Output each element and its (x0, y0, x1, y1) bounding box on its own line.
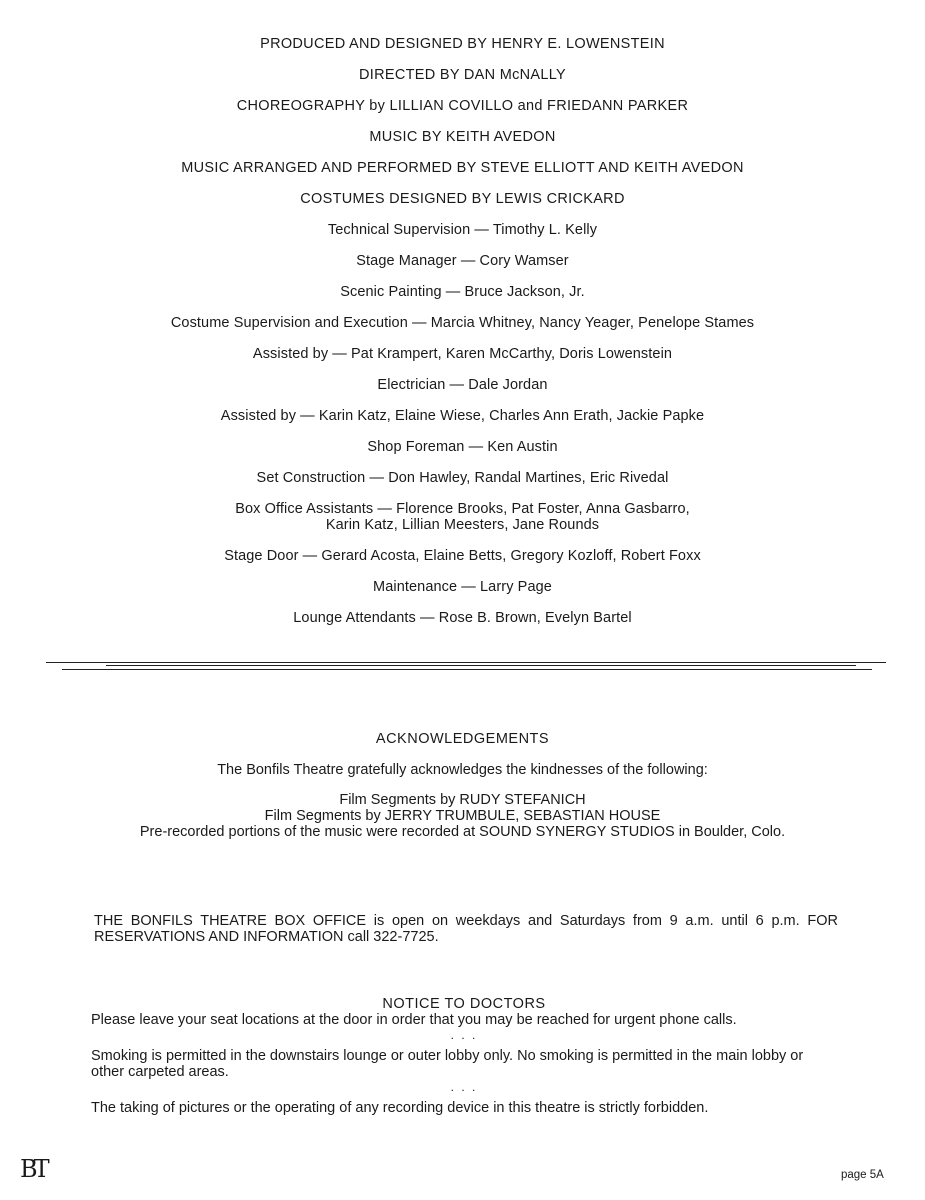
page-number: page 5A (841, 1169, 884, 1181)
credit-electrician: Electrician — Dale Jordan (377, 377, 548, 393)
acknowledgements-section (0, 731, 925, 840)
credit-stage-door: Stage Door — Gerard Acosta, Elaine Betts, Gregory Kozloff, Robert Foxx (224, 548, 701, 564)
decorative-divider (46, 660, 886, 674)
acknowledgements-list (0, 792, 925, 840)
notices-section (91, 996, 837, 1116)
credit-costumes: COSTUMES DESIGNED BY LEWIS CRICKARD (300, 191, 625, 207)
credit-choreography: CHOREOGRAPHY by LILLIAN COVILLO and FRIEDANN PARKER (236, 98, 689, 114)
credit-box-office-line-1: Box Office Assistants — Florence Brooks, Pat Foster, Anna Gasbarro, (235, 501, 690, 517)
credit-lounge-attendants: Lounge Attendants — Rose B. Brown, Evelyn Bartel (293, 610, 632, 626)
credit-maintenance: Maintenance — Larry Page (373, 579, 552, 595)
credit-technical-supervision: Technical Supervision — Timothy L. Kelly (327, 222, 598, 238)
acknowledgements-intro: The Bonfils Theatre gratefully acknowledges the kindnesses of the following: (217, 762, 708, 778)
bt-logo: BT (20, 1155, 46, 1183)
notice-pictures-text: The taking of pictures or the operating of any recording device in this theatre is strictly forbidden. (91, 1100, 709, 1116)
credit-set-construction: Set Construction — Don Hawley, Randal Martines, Eric Rivedal (256, 470, 669, 486)
notice-doctors-text: Please leave your seat locations at the door in order that you may be reached for urgent phone calls. (91, 1012, 737, 1028)
credit-stage-manager: Stage Manager — Cory Wamser (356, 253, 569, 269)
credit-electrician-assistants: Assisted by — Karin Katz, Elaine Wiese, Charles Ann Erath, Jackie Papke (220, 408, 705, 424)
credit-director: DIRECTED BY DAN McNALLY (359, 67, 566, 83)
divider-line-middle (106, 665, 856, 666)
credit-music-arranged: MUSIC ARRANGED AND PERFORMED BY STEVE ELLIOTT AND KEITH AVEDON (181, 160, 744, 176)
separator-dots: . . . (450, 1028, 478, 1042)
separator-dots: . . . (450, 1080, 478, 1094)
credit-box-office-line-2: Karin Katz, Lillian Meesters, Jane Rounds (325, 517, 600, 533)
notice-to-doctors-heading: NOTICE TO DOCTORS (382, 996, 546, 1012)
credit-costume-supervision: Costume Supervision and Execution — Marcia Whitney, Nancy Yeager, Penelope Stames (170, 315, 755, 331)
credit-box-office-assistants (0, 501, 925, 533)
box-office-info: THE BONFILS THEATRE BOX OFFICE is open on weekdays and Saturdays from 9 a.m. until 6 p.m. FOR RESERVATIONS AND INFORMATION call 322-7725. (94, 913, 838, 945)
divider-line-bottom (62, 669, 872, 670)
divider-line-top (46, 662, 886, 663)
prerecorded-music-note: Pre-recorded portions of the music were recorded at SOUND SYNERGY STUDIOS in Boulder, Colo. (139, 824, 786, 840)
credit-music: MUSIC BY KEITH AVEDON (369, 129, 556, 145)
credit-producer: PRODUCED AND DESIGNED BY HENRY E. LOWENSTEIN (260, 36, 665, 52)
credit-scenic-painting: Scenic Painting — Bruce Jackson, Jr. (340, 284, 585, 300)
production-credits (0, 36, 925, 641)
notice-smoking-text: Smoking is permitted in the downstairs lounge or outer lobby only. No smoking is permitted in the main lobby or other carpeted areas. (91, 1048, 804, 1080)
credit-shop-foreman: Shop Foreman — Ken Austin (367, 439, 558, 455)
film-segments-stefanich: Film Segments by RUDY STEFANICH (339, 792, 586, 808)
film-segments-trumbule: Film Segments by JERRY TRUMBULE, SEBASTIAN HOUSE (264, 808, 661, 824)
credit-costume-assistants: Assisted by — Pat Krampert, Karen McCarthy, Doris Lowenstein (252, 346, 673, 362)
acknowledgements-heading: ACKNOWLEDGEMENTS (375, 731, 550, 747)
